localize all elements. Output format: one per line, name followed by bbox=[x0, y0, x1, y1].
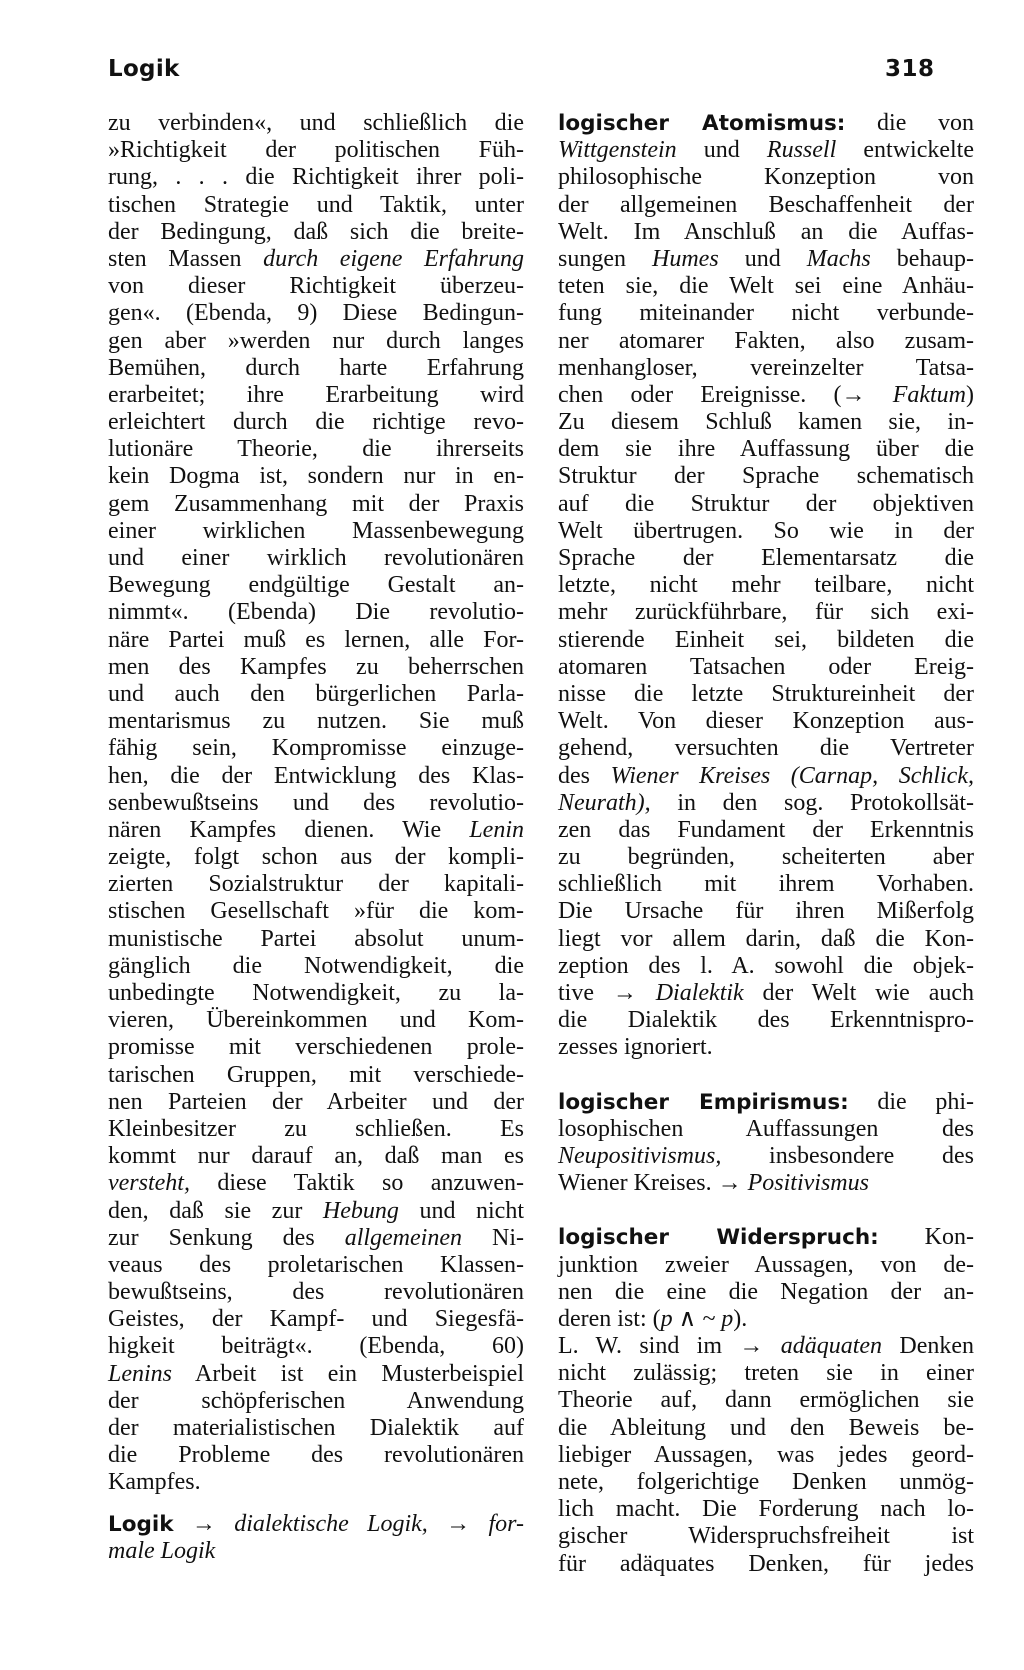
text-line bbox=[558, 137, 974, 164]
text-line: nimmt«. (Ebenda) Die revolutio- bbox=[108, 599, 524, 626]
text-line: munistische Partei absolut unum- bbox=[108, 925, 524, 952]
emphasis: Machs bbox=[806, 245, 871, 272]
text-segment: diese Taktik so anzuwen- bbox=[189, 1170, 524, 1197]
text-line: dem sie ihre Auffassung über die bbox=[558, 436, 974, 463]
text-line: die Dialektik des Erkenntnispro- bbox=[558, 1007, 974, 1034]
text-line: liegt vor allem darin, daß die Kon- bbox=[558, 925, 974, 952]
entry-empirismus-head bbox=[558, 1089, 974, 1116]
text-line: nen die eine die Negation der an- bbox=[558, 1278, 974, 1305]
text-segment: zur Senkung des bbox=[108, 1224, 345, 1251]
text-line bbox=[108, 246, 524, 273]
text-line: die Probleme des revolutionären bbox=[108, 1442, 524, 1469]
text-line: rung, . . . die Richtigkeit ihrer poli- bbox=[108, 164, 524, 191]
entry-term: logischer Atomismus: bbox=[558, 111, 846, 136]
text-line bbox=[558, 1306, 974, 1333]
text-line: Struktur der Sprache schematisch bbox=[558, 463, 974, 490]
emphasis: Lenin bbox=[469, 816, 524, 843]
text-line: und einer wirklich revolutionären bbox=[108, 545, 524, 571]
left-column bbox=[108, 110, 524, 1565]
text-segment: Ni- bbox=[461, 1224, 524, 1251]
text-line: zeption des l. A. sowohl die objek- bbox=[558, 952, 974, 979]
arrow-icon: → bbox=[717, 1170, 748, 1197]
text-segment: ). bbox=[733, 1305, 748, 1332]
text-line bbox=[108, 1225, 524, 1252]
text-line: higkeit beiträgt«. (Ebenda, 60) bbox=[108, 1333, 524, 1360]
text-line: lich macht. Die Forderung nach lo- bbox=[558, 1496, 974, 1523]
text-line: kein Dogma ist, sondern nur in en- bbox=[108, 463, 524, 490]
text-line: kommt nur darauf an, daß man es bbox=[108, 1143, 524, 1170]
cross-reference: Faktum bbox=[892, 381, 967, 408]
emphasis: Russell bbox=[766, 137, 837, 164]
text-line: gänglich die Notwendigkeit, die bbox=[108, 952, 524, 979]
text-line: gem Zusammenhang mit der Praxis bbox=[108, 490, 524, 517]
text-line: stierende Einheit sei, bildeten die bbox=[558, 626, 974, 653]
formula: p ∧ ~ p bbox=[660, 1305, 734, 1332]
arrow-icon: → bbox=[427, 1510, 489, 1537]
text-segment: Denken bbox=[882, 1333, 975, 1360]
text-line: Bemühen, durch harte Erfahrung bbox=[108, 354, 524, 381]
text-segment: nären Kampfes dienen. Wie bbox=[108, 816, 470, 843]
text-line: senbewußtseins und des revolutio- bbox=[108, 789, 524, 816]
text-line: näre Partei muß es lernen, alle For- bbox=[108, 626, 524, 653]
text-line: Bewegung endgültige Gestalt an- bbox=[108, 572, 524, 599]
text-segment: Wiener Kreises. bbox=[558, 1170, 718, 1197]
text-line: Welt. Im Anschluß an die Auffas- bbox=[558, 218, 974, 245]
text-line: Welt. Von dieser Konzeption aus- bbox=[558, 708, 974, 735]
text-line: der Bedingung, daß sich die breite- bbox=[108, 218, 524, 245]
entry-atomismus-head bbox=[558, 110, 974, 137]
text-line: philosophische Konzeption von bbox=[558, 164, 974, 191]
text-line: Sprache der Elementarsatz die bbox=[558, 545, 974, 571]
text-line: erarbeitet; ihre Erarbeitung wird bbox=[108, 381, 524, 408]
text-line: die Ableitung und den Beweis be- bbox=[558, 1414, 974, 1441]
text-segment: chen oder Ereignisse. ( bbox=[558, 381, 842, 408]
text-line: auf die Struktur der objektiven bbox=[558, 490, 974, 517]
text-line: gen aber »werden nur durch langes bbox=[108, 327, 524, 354]
text-line: Welt übertrugen. So wie in der bbox=[558, 517, 974, 544]
text-segment: und bbox=[718, 245, 807, 272]
text-line: tarischen Gruppen, mit verschiede- bbox=[108, 1061, 524, 1088]
text-line: Geistes, der Kampf- und Siegesfä- bbox=[108, 1306, 524, 1333]
text-line: erleichtert durch die richtige revo- bbox=[108, 409, 524, 436]
emphasis: durch eigene Erfahrung bbox=[263, 245, 524, 272]
emphasis: Neurath), bbox=[558, 789, 651, 816]
text-line bbox=[558, 246, 974, 273]
arrow-icon: → bbox=[612, 980, 656, 1006]
emphasis: Wittgenstein bbox=[558, 137, 677, 164]
arrow-icon: → bbox=[841, 381, 893, 408]
text-line bbox=[108, 1198, 524, 1225]
text-segment: sten Massen bbox=[108, 245, 264, 272]
text-segment: und nicht bbox=[398, 1197, 524, 1224]
text-line: stischen Gesellschaft »für die kom- bbox=[108, 898, 524, 925]
text-line: junktion zweier Aussagen, von de- bbox=[558, 1251, 974, 1278]
text-segment: sungen bbox=[558, 245, 653, 272]
text-segment: den, daß sie zur bbox=[108, 1197, 323, 1224]
text-line: zu verbinden«, und schließlich die bbox=[108, 110, 524, 136]
text-line: fähig sein, Kompromisse einzuge- bbox=[108, 735, 524, 762]
text-line: zen das Fundament der Erkenntnis bbox=[558, 816, 974, 843]
cross-reference: Dialektik bbox=[655, 980, 744, 1006]
entry-term: logischer Empirismus: bbox=[558, 1089, 849, 1115]
text-line bbox=[558, 1143, 974, 1170]
text-line: der schöpferischen Anwendung bbox=[108, 1387, 524, 1414]
cross-reference: Positivismus bbox=[747, 1170, 869, 1197]
text-line: zu begründen, scheiterten aber bbox=[558, 844, 974, 871]
entry-term: Logik bbox=[108, 1511, 174, 1537]
text-line: Theorie auf, dann ermöglichen sie bbox=[558, 1387, 974, 1414]
emphasis: Humes bbox=[652, 245, 719, 272]
text-segment: behaup- bbox=[870, 245, 974, 272]
page-number: 318 bbox=[885, 56, 935, 82]
text-line: veaus des proletarischen Klassen- bbox=[108, 1251, 524, 1278]
text-line: bewußtseins, des revolutionären bbox=[108, 1279, 524, 1306]
text-line: für adäquates Denken, für jedes bbox=[558, 1550, 974, 1577]
text-line bbox=[108, 1170, 524, 1197]
emphasis: Wiener Kreises (Carnap, Schlick, bbox=[610, 762, 974, 789]
cross-reference: male Logik bbox=[108, 1537, 216, 1564]
text-segment: L. W. sind im bbox=[558, 1333, 740, 1360]
entry-logik bbox=[108, 1511, 524, 1538]
text-line: men des Kampfes zu beherrschen bbox=[108, 653, 524, 680]
text-line: »Richtigkeit der politischen Füh- bbox=[108, 137, 524, 164]
text-line: losophischen Auffassungen des bbox=[558, 1115, 974, 1142]
text-segment: Arbeit ist ein Musterbeispiel bbox=[172, 1360, 524, 1387]
entry-spacer bbox=[108, 1497, 524, 1511]
text-line: zesses ignoriert. bbox=[558, 1034, 713, 1061]
text-line: hen, die der Entwicklung des Klas- bbox=[108, 762, 524, 789]
text-segment: und bbox=[676, 137, 767, 164]
text-line: teten sie, die Welt sei eine Anhäu- bbox=[558, 273, 974, 300]
text-line: promisse mit verschiedenen prole- bbox=[108, 1034, 524, 1061]
text-segment: der Welt wie auch bbox=[743, 980, 975, 1006]
emphasis: Hebung bbox=[322, 1197, 399, 1224]
text-line: von dieser Richtigkeit überzeu- bbox=[108, 273, 524, 300]
text-line: mentarismus zu nutzen. Sie muß bbox=[108, 708, 524, 735]
text-line: letzte, nicht mehr teilbare, nicht bbox=[558, 572, 974, 599]
entry-term: logischer Widerspruch: bbox=[558, 1225, 879, 1251]
text-line: gischer Widerspruchsfreiheit ist bbox=[558, 1523, 974, 1550]
text-line bbox=[558, 763, 974, 790]
arrow-icon: → bbox=[739, 1333, 781, 1360]
text-line bbox=[558, 382, 974, 409]
text-line: Die Ursache für ihren Mißerfolg bbox=[558, 898, 974, 925]
cross-reference: for- bbox=[488, 1510, 524, 1537]
text-line: Zu diesem Schluß kamen sie, in- bbox=[558, 409, 974, 436]
text-line bbox=[108, 817, 524, 844]
text-line: der materialistischen Dialektik auf bbox=[108, 1415, 524, 1441]
text-line: tischen Strategie und Taktik, unter bbox=[108, 191, 524, 218]
text-segment: ) bbox=[966, 381, 975, 408]
right-column bbox=[558, 110, 974, 1578]
text-segment: die von bbox=[845, 110, 975, 136]
emphasis: allgemeinen bbox=[344, 1224, 462, 1251]
arrow-icon: → bbox=[191, 1510, 235, 1537]
text-line: zeigte, folgt schon aus der kompli- bbox=[108, 844, 524, 871]
entry-widerspruch-head bbox=[558, 1224, 974, 1251]
text-segment: entwickelte bbox=[836, 137, 974, 164]
entry-spacer bbox=[558, 1062, 974, 1089]
text-line: lutionäre Theorie, die ihrerseits bbox=[108, 436, 524, 463]
text-line: unbedingte Notwendigkeit, zu la- bbox=[108, 980, 524, 1006]
text-line: nicht zulässig; treten sie in einer bbox=[558, 1360, 974, 1387]
text-line: nen Parteien der Arbeiter und der bbox=[108, 1088, 524, 1115]
text-segment: tive bbox=[558, 980, 613, 1006]
text-line: gen«. (Ebenda, 9) Diese Bedingun- bbox=[108, 300, 524, 327]
text-line: zierten Sozialstruktur der kapitali- bbox=[108, 871, 524, 898]
text-line: vieren, Übereinkommen und Kom- bbox=[108, 1007, 524, 1034]
emphasis: Lenins bbox=[108, 1360, 173, 1387]
text-line: schließlich mit ihrem Vorhaben. bbox=[558, 871, 974, 898]
text-line: der allgemeinen Beschaffenheit der bbox=[558, 191, 974, 218]
text-line: und auch den bürgerlichen Parla- bbox=[108, 680, 524, 707]
text-line: nisse die letzte Struktureinheit der bbox=[558, 680, 974, 707]
text-line: fung miteinander nicht verbunde- bbox=[558, 300, 974, 327]
emphasis: Neupositivismus, bbox=[558, 1142, 722, 1169]
text-line: mehr zurückführbare, für sich exi- bbox=[558, 599, 974, 626]
text-line: Kampfes. bbox=[108, 1469, 201, 1496]
text-line: ner atomarer Fakten, also zusam- bbox=[558, 327, 974, 354]
text-line: gehend, versuchten die Vertreter bbox=[558, 735, 974, 762]
text-line bbox=[558, 1170, 974, 1197]
emphasis: versteht, bbox=[108, 1170, 190, 1197]
text-segment: insbesondere des bbox=[721, 1142, 974, 1169]
entry-spacer bbox=[558, 1197, 974, 1224]
text-line bbox=[108, 1361, 524, 1388]
text-line: einer wirklichen Massenbewegung bbox=[108, 517, 524, 544]
text-segment: des bbox=[558, 762, 611, 789]
text-line bbox=[558, 1333, 974, 1360]
text-segment: deren ist: ( bbox=[558, 1305, 661, 1332]
text-segment: Kon- bbox=[878, 1224, 974, 1251]
text-line: menhangloser, vereinzelter Tatsa- bbox=[558, 354, 974, 381]
text-line: liebiger Aussagen, was jedes geord- bbox=[558, 1441, 974, 1468]
text-line bbox=[108, 1538, 524, 1565]
text-line: nete, folgerichtige Denken unmög- bbox=[558, 1469, 974, 1495]
text-segment: in den sog. Protokollsät- bbox=[650, 789, 974, 816]
cross-reference: adäquaten bbox=[780, 1333, 883, 1360]
text-segment: die phi- bbox=[848, 1088, 974, 1115]
text-line: atomaren Tatsachen oder Ereig- bbox=[558, 653, 974, 680]
text-line bbox=[558, 790, 974, 817]
text-line bbox=[558, 980, 974, 1007]
text-line: Kleinbesitzer zu schließen. Es bbox=[108, 1115, 524, 1142]
cross-reference: dialektische Logik, bbox=[234, 1510, 428, 1537]
running-header-section: Logik bbox=[108, 56, 180, 82]
